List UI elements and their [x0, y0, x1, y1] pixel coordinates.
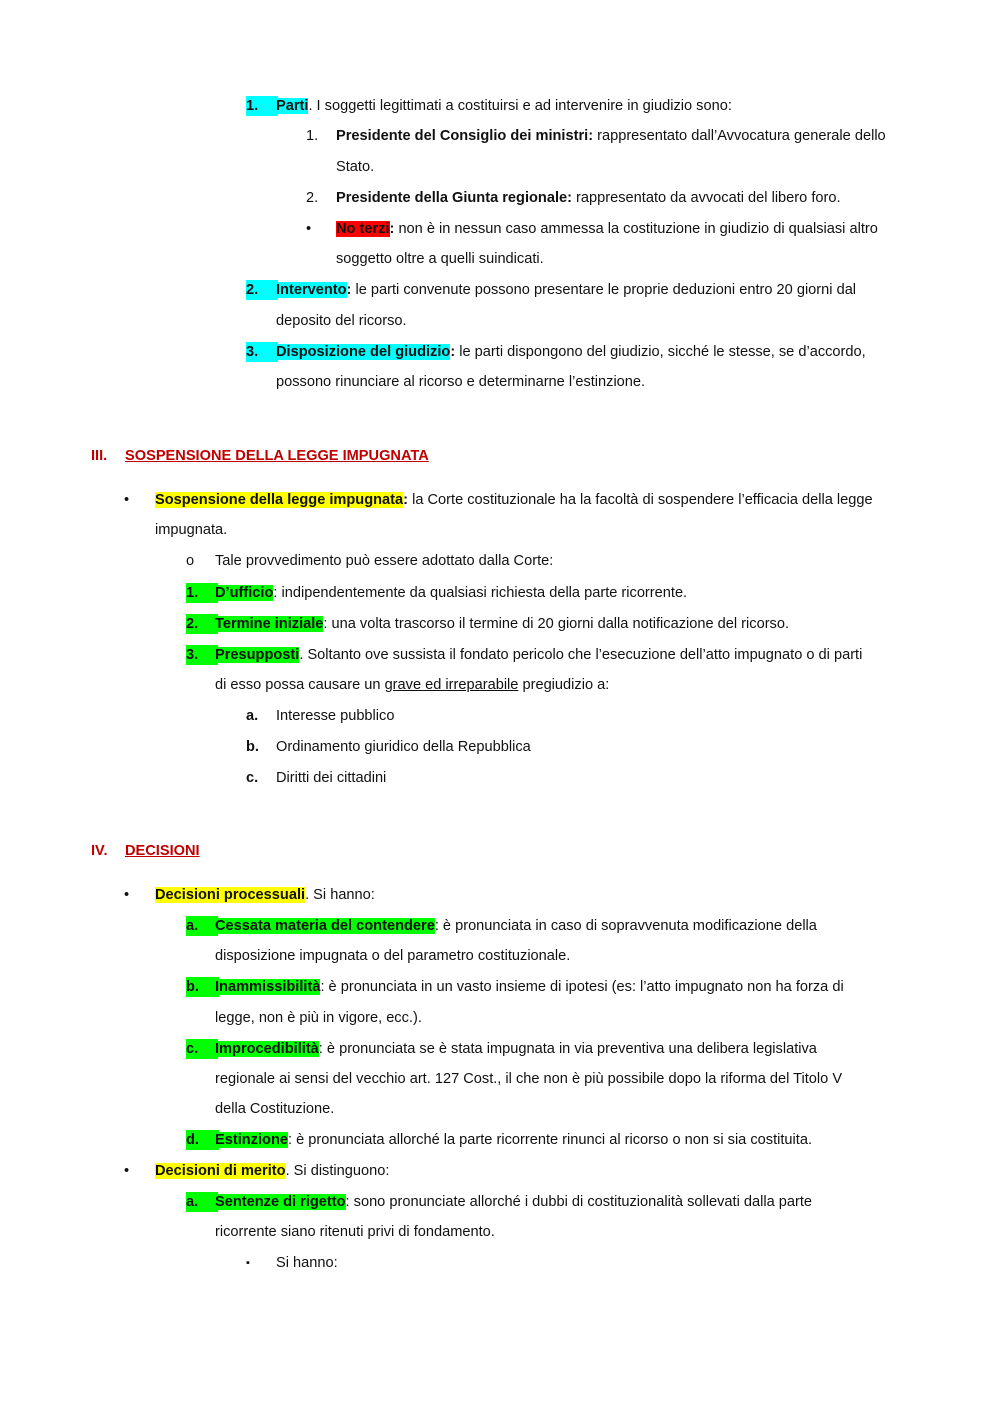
list-item — [276, 280, 856, 300]
item-text-cont: possono rinunciare al ricorso e determinarne l’estinzione. — [276, 374, 646, 390]
list-number — [186, 614, 218, 634]
item-text-cont: disposizione impugnata o del parametro costituzionale. — [215, 948, 571, 964]
letter-item: Interesse pubblico — [276, 708, 395, 724]
item-colon: : — [346, 282, 352, 298]
item-text: rappresentato dall’Avvocatura generale dello — [593, 128, 886, 144]
list-number: 2. — [306, 190, 319, 206]
number-text: 1. — [246, 98, 259, 114]
list-item — [215, 1130, 812, 1150]
item-text: : sono pronunciate allorché i dubbi di costituzionalità sollevati dalla parte — [345, 1194, 813, 1210]
letter-marker — [186, 1039, 218, 1059]
item-text: . Soltanto ove sussista il fondato pericolo che l’esecuzione dell’atto impugnato o di parti — [299, 647, 863, 663]
number-text: 2. — [246, 282, 259, 298]
item-label: Decisioni processuali — [155, 887, 306, 903]
item-colon: : — [450, 344, 456, 360]
list-number — [246, 280, 278, 300]
item-text: : è pronunciata allorché la parte ricorrente rinunci al ricorso o non si sia costituita. — [287, 1132, 812, 1148]
item-label: Intervento — [276, 282, 347, 298]
item-text-cont: impugnata. — [155, 522, 228, 538]
list-item — [215, 1039, 817, 1059]
text-part: di esso possa causare un — [215, 677, 385, 693]
item-text-cont: ricorrente siano ritenuti privi di fondamento. — [215, 1224, 495, 1240]
marker-text: a. — [186, 918, 199, 934]
list-item — [155, 885, 375, 905]
marker-text: b. — [186, 979, 199, 995]
item-label: Sentenze di rigetto — [215, 1194, 346, 1210]
number-text: 2. — [186, 616, 199, 632]
item-text: : è pronunciata in caso di sopravvenuta modificazione della — [434, 918, 817, 934]
item-text-cont: della Costituzione. — [215, 1101, 335, 1117]
square-bullet: ▪ — [246, 1257, 250, 1269]
item-text: : indipendentemente da qualsiasi richiesta della parte ricorrente. — [273, 585, 688, 601]
list-item — [336, 219, 878, 239]
list-item — [215, 1192, 812, 1212]
section-number: IV. — [91, 843, 108, 859]
item-label: Cessata materia del contendere — [215, 918, 435, 934]
item-label: Inammissibilità — [215, 979, 321, 995]
item-label: Estinzione — [215, 1132, 288, 1148]
item-label: Presidente del Consiglio dei ministri: — [336, 128, 594, 144]
list-number — [186, 583, 218, 603]
item-label: Presupposti — [215, 647, 300, 663]
section-title: SOSPENSIONE DELLA LEGGE IMPUGNATA — [125, 448, 429, 464]
item-label: Termine iniziale — [215, 616, 324, 632]
item-label: Decisioni di merito — [155, 1163, 286, 1179]
item-label: Disposizione del giudizio — [276, 344, 451, 360]
item-text: le parti convenute possono presentare le proprie deduzioni entro 20 giorni dal — [351, 282, 857, 298]
item-label: D’ufficio — [215, 585, 274, 601]
parti-label: Parti — [276, 98, 309, 114]
parti-line — [276, 96, 732, 116]
letter-item: Ordinamento giuridico della Repubblica — [276, 739, 531, 755]
list-number — [186, 645, 218, 665]
text-part: pregiudizio a: — [518, 677, 610, 693]
list-item — [215, 916, 817, 936]
bullet — [124, 885, 129, 905]
number-text: 3. — [246, 344, 259, 360]
letter-marker: b. — [246, 739, 259, 755]
list-item — [215, 977, 844, 997]
list-number — [246, 342, 278, 362]
underlined-text: grave ed irreparabile — [384, 677, 519, 693]
item-text-cont: soggetto oltre a quelli suindicati. — [336, 251, 544, 267]
item-colon: : — [389, 221, 395, 237]
item-colon: : — [403, 492, 409, 508]
marker-text: d. — [186, 1132, 199, 1148]
item-text: : è pronunciata in un vasto insieme di ipotesi (es: l’atto impugnato non ha forza di — [320, 979, 844, 995]
marker-text: c. — [186, 1041, 199, 1057]
list-item — [215, 645, 862, 665]
number-text: 3. — [186, 647, 199, 663]
bullet: • — [306, 221, 312, 237]
list-item: Si hanno: — [276, 1255, 338, 1271]
bullet — [124, 490, 129, 510]
item-text-cont: deposito del ricorso. — [276, 313, 407, 329]
section-number: III. — [91, 448, 108, 464]
parti-text: . I soggetti legittimati a costituirsi e ad intervenire in giudizio sono: — [308, 98, 732, 114]
item-text-cont: Stato. — [336, 159, 375, 175]
item-label: Sospensione della legge impugnata — [155, 492, 404, 508]
letter-marker: a. — [246, 708, 259, 724]
item-text-cont — [215, 675, 609, 695]
letter-marker — [186, 1192, 218, 1212]
item-text: rappresentato da avvocati del libero foro. — [572, 190, 841, 206]
item-text: non è in nessun caso ammessa la costituzione in giudizio di qualsiasi altro — [394, 221, 878, 237]
item-label: No terzi — [336, 221, 390, 237]
list-item — [336, 126, 886, 146]
sub-item-text: Tale provvedimento può essere adottato dalla Corte: — [215, 553, 554, 569]
list-item — [276, 342, 866, 362]
marker-text: a. — [186, 1194, 199, 1210]
letter-marker: c. — [246, 770, 259, 786]
item-text-cont: regionale ai sensi del vecchio art. 127 Cost., il che non è più possibile dopo la riforma del Titolo V — [215, 1071, 843, 1087]
item-text-cont: legge, non è più in vigore, ecc.). — [215, 1010, 422, 1026]
list-item — [336, 188, 841, 208]
list-item — [215, 583, 687, 603]
letter-item: Diritti dei cittadini — [276, 770, 387, 786]
number-text: 1. — [186, 585, 199, 601]
section-title: DECISIONI — [125, 843, 200, 859]
item-text: : è pronunciata se è stata impugnata in via preventiva una delibera legislativa — [318, 1041, 817, 1057]
bullet — [124, 1161, 129, 1181]
item-label: Improcedibilità — [215, 1041, 319, 1057]
list-item — [215, 614, 789, 634]
list-item — [155, 1161, 389, 1181]
list-item — [155, 490, 873, 510]
item-text: la Corte costituzionale ha la facoltà di sospendere l’efficacia della legge — [408, 492, 873, 508]
item-label: Presidente della Giunta regionale: — [336, 190, 572, 206]
letter-marker — [186, 916, 218, 936]
item-text: : una volta trascorso il termine di 20 giorni dalla notificazione del ricorso. — [323, 616, 790, 632]
item-text: . Si hanno: — [305, 887, 375, 903]
sub-bullet: o — [186, 553, 195, 569]
list-number: 1. — [306, 128, 319, 144]
list-number — [246, 96, 278, 116]
item-text: le parti dispongono del giudizio, sicché le stesse, se d’accordo, — [455, 344, 866, 360]
item-text: . Si distinguono: — [285, 1163, 390, 1179]
